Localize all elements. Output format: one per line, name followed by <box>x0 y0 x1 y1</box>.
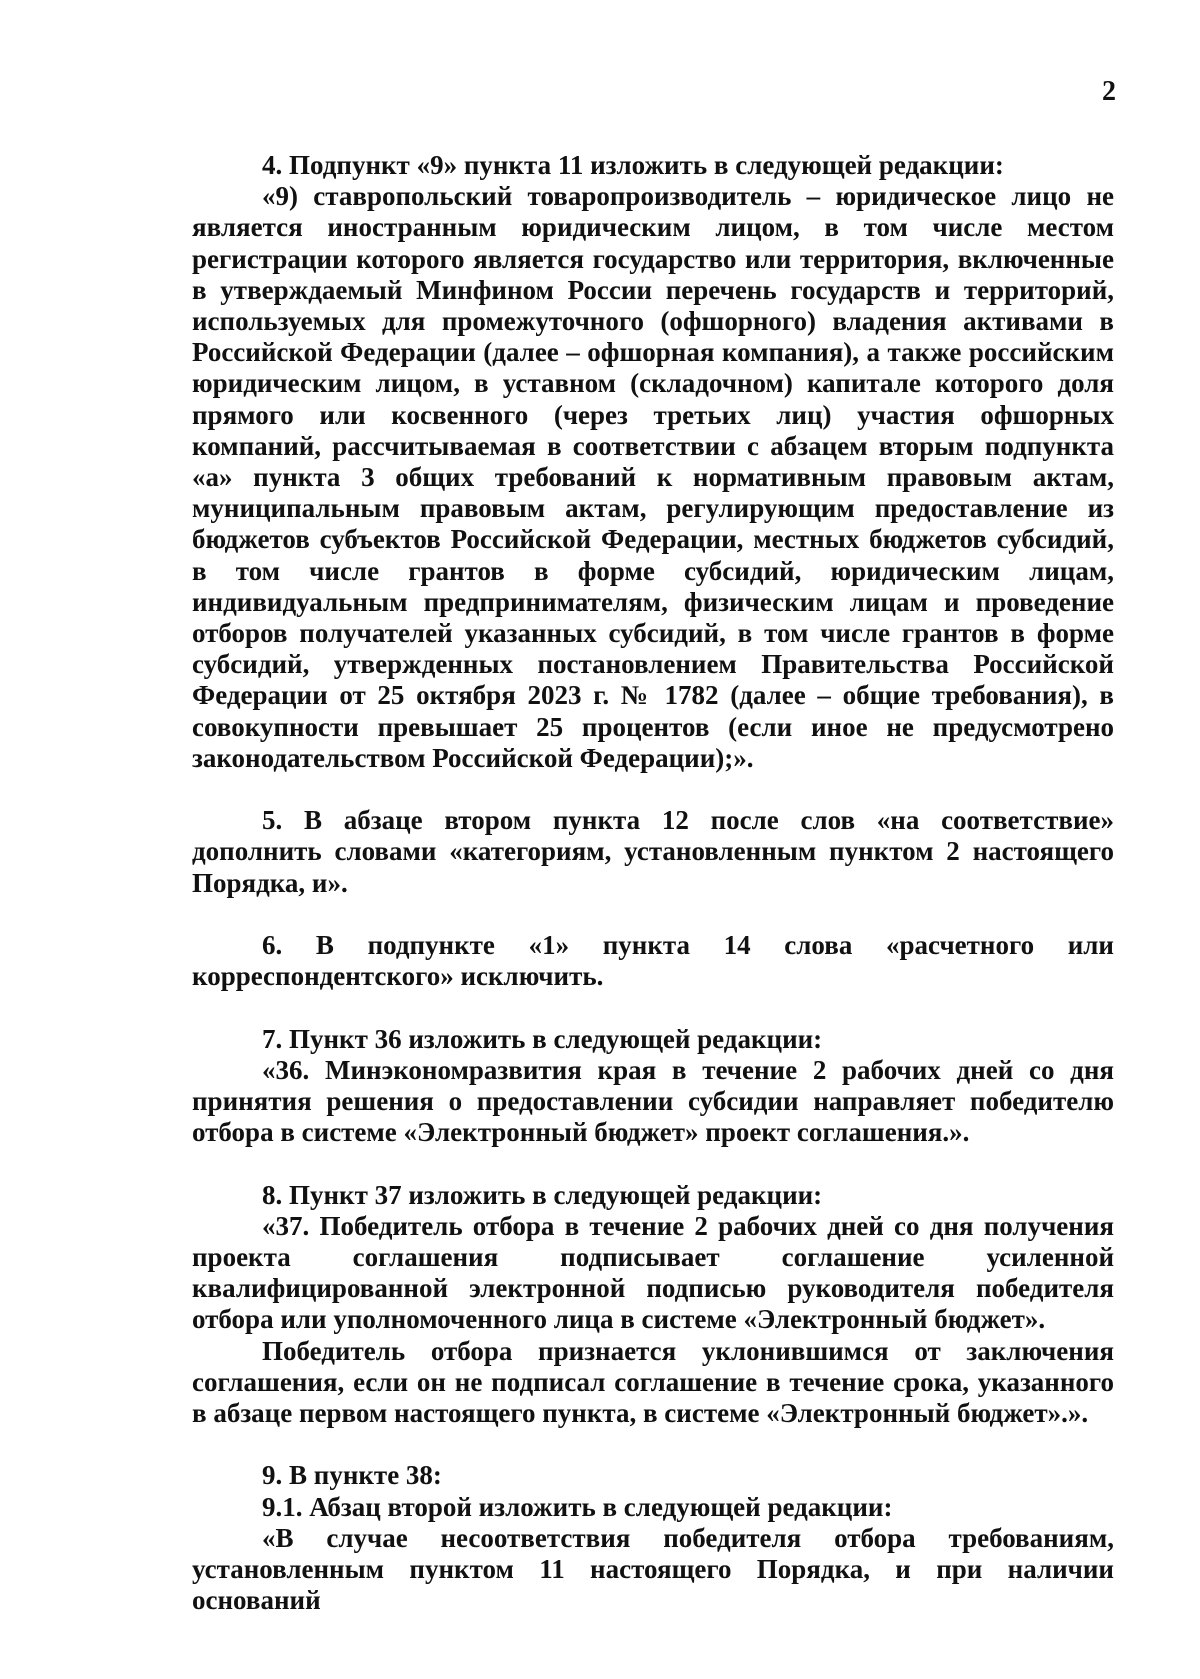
paragraph-item-6: 6. В подпункте «1» пункта 14 слова «расчетного или корреспондентского» исключить. <box>192 930 1114 992</box>
paragraph-item-4-heading: 4. Подпункт «9» пункта 11 изложить в следующей редакции: <box>262 150 1004 180</box>
paragraph-item-37-second-paragraph: Победитель отбора признается уклонившимся от заключения соглашения, если он не подписал соглашение в течение срока, указанного в абзаце первом настоящего пункта, в системе «Электронный бюджет».». <box>192 1335 1114 1429</box>
paragraph-item-8-heading: 8. Пункт 37 изложить в следующей редакции: <box>262 1179 823 1210</box>
page-number: 2 <box>1102 76 1116 107</box>
paragraph-item-9-definition: «9) ставропольский товаропроизводитель – юридическое лицо не является иностранным юридическим лицом, в том числе местом регистрации которого является государство или территория, включенные в утверждаемый Минфином России перечень государств и территорий, используемых для промежуточного (офшорного) владения активами в Российской Федерации (далее – офшорная компания), а также российским юридическим лицом, в уставном (складочном) капитале которого доля прямого или косвенного (через третьих лиц) участия офшорных компаний, рассчитываемая в соответствии с абзацем вторым подпункта «а» пункта 3 общих требований к нормативным правовым актам, муниципальным правовым актам, регулирующим предоставление из бюджетов субъектов Российской Федерации, местных бюджетов субсидий, в том числе грантов в форме субсидий, юридическим лицам, индивидуальным предпринимателям, физическим лицам и проведение отборов получателей указанных субсидий, в том числе грантов в форме субсидий, утвержденных постановлением Правительства Российской Федерации от 25 октября 2023 г. № 1782 (далее – общие требования), в совокупности превышает 25 процентов (если иное не предусмотрено законодательством Российской Федерации);». <box>192 181 1114 773</box>
document-body <box>192 150 1114 1616</box>
paragraph-item-37-text: «37. Победитель отбора в течение 2 рабочих дней со дня получения проекта соглашения подписывает соглашение усиленной квалифицированной электронной подписью руководителя победителя отбора или уполномоченного лица в системе «Электронный бюджет». <box>192 1210 1114 1335</box>
paragraph-item-9-1-heading: 9.1. Абзац второй изложить в следующей редакции: <box>262 1491 893 1522</box>
paragraph-item-5: 5. В абзаце втором пункта 12 после слов «на соответствие» дополнить словами «категориям, установленным пунктом 2 настоящего Порядка, и». <box>192 805 1114 898</box>
paragraph-item-9-heading: 9. В пункте 38: <box>262 1460 442 1491</box>
paragraph-item-36-text: «36. Минэкономразвития края в течение 2 рабочих дней со дня принятия решения о предоставлении субсидии направляет победителю отбора в системе «Электронный бюджет» проект соглашения.». <box>192 1054 1114 1148</box>
paragraph-item-9-1-text: «В случае несоответствия победителя отбора требованиям, установленным пунктом 11 настоящего Порядка, и при наличии оснований <box>192 1522 1114 1616</box>
paragraph-item-7-heading: 7. Пункт 36 изложить в следующей редакции: <box>262 1023 823 1054</box>
